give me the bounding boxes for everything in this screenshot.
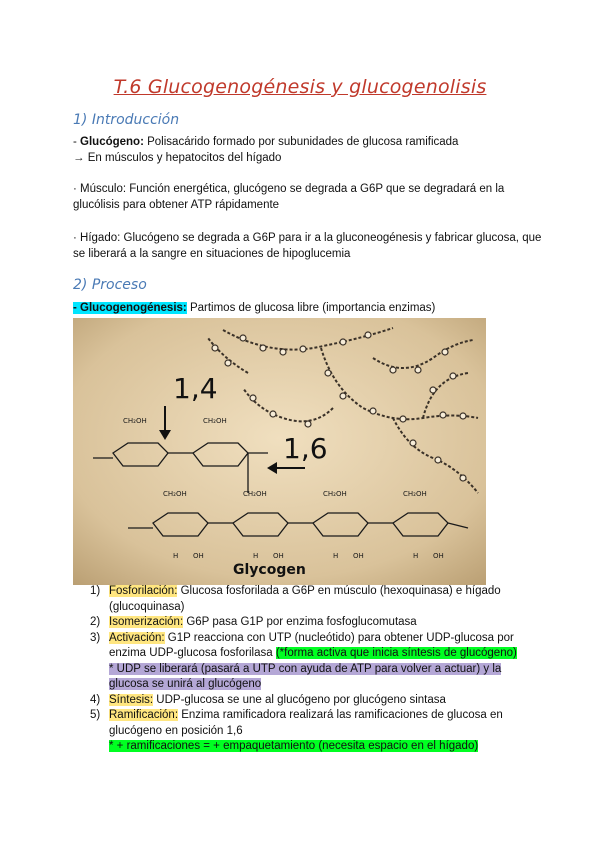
- svg-text:H: H: [333, 552, 339, 560]
- step-ramificacion: [90, 708, 525, 755]
- svg-text:OH: OH: [273, 552, 284, 560]
- glucogeno-definition: - Glucógeno: Polisacárido formado por subunidades de glucosa ramificada: [73, 136, 459, 148]
- step-term: Fosforilación:: [109, 585, 178, 597]
- svg-text:CH₂OH: CH₂OH: [403, 490, 427, 498]
- label-1-4: 1,4: [173, 372, 218, 405]
- step-term: Síntesis:: [109, 693, 154, 706]
- step-number: 2): [90, 616, 101, 628]
- step-note-green: (*forma activa que inicia síntesis de glucógeno): [275, 647, 517, 659]
- location-line: → En músculos y hepatocitos del hígado: [73, 152, 282, 164]
- step-text: UDP-glucosa se une al glucógeno por glucógeno sintasa: [153, 693, 446, 706]
- glucogeno-text: Polisacárido formado por subunidades de glucosa ramificada: [143, 136, 459, 148]
- step-number: 5): [90, 709, 101, 721]
- step-text: G1P reacciona con UTP (nucleótido) para obtener UDP-glucosa por enzima UDP-glucosa fosforilasa: [109, 631, 514, 659]
- glycogen-structure-image: [73, 318, 486, 585]
- process-steps-list: [90, 584, 525, 755]
- glucogeno-label: Glucógeno:: [80, 136, 144, 148]
- step-activacion: [90, 631, 525, 693]
- step-number: 4): [90, 693, 101, 706]
- step-text: Enzima ramificadora realizará las ramificaciones de glucosa en glucógeno en posición 1,6: [109, 709, 503, 737]
- page-title: T.6 Glucogenogénesis y glucogenolisis: [113, 76, 487, 98]
- step-term: Isomerización:: [109, 616, 184, 628]
- step-term: Ramificación:: [109, 709, 179, 721]
- svg-text:CH₂OH: CH₂OH: [163, 490, 187, 498]
- step-number: 1): [90, 585, 101, 597]
- svg-text:CH₂OH: CH₂OH: [243, 490, 267, 498]
- step-note-green: * + ramificaciones = + empaquetamiento (necesita espacio en el hígado): [109, 740, 479, 752]
- step-sintesis: [90, 693, 525, 709]
- svg-text:H: H: [413, 552, 419, 560]
- svg-text:OH: OH: [193, 552, 204, 560]
- svg-text:H: H: [253, 552, 259, 560]
- svg-text:H: H: [173, 552, 179, 560]
- label-1-6: 1,6: [283, 432, 328, 465]
- svg-text:CH₂OH: CH₂OH: [123, 417, 147, 425]
- section-heading-intro: 1) Introducción: [73, 112, 180, 128]
- musculo-paragraph: · Músculo: Función energética, glucógeno se degrada a G6P que se degradará en la glucólisis para obtener ATP rápidamente: [73, 183, 505, 211]
- step-note-purple: * UDP se liberará (pasará a UTP con ayuda de ATP para volver a actuar) y la glucosa se unirá al glucógeno: [109, 662, 502, 690]
- step-text: Glucosa fosforilada a G6P en músculo (hexoquinasa) e hígado (glucoquinasa): [109, 585, 501, 613]
- step-number: 3): [90, 631, 101, 644]
- glucogenogenesis-line: [73, 300, 543, 316]
- step-text: G6P pasa G1P por enzima fosfoglucomutasa: [183, 616, 417, 628]
- svg-text:CH₂OH: CH₂OH: [323, 490, 347, 498]
- glucogenogenesis-text: Partimos de glucosa libre (importancia enzimas): [186, 302, 436, 314]
- figure-caption: Glycogen: [233, 562, 306, 578]
- svg-text:CH₂OH: CH₂OH: [203, 417, 227, 425]
- svg-text:OH: OH: [433, 552, 444, 560]
- svg-text:OH: OH: [353, 552, 364, 560]
- step-fosforilacion: [90, 584, 525, 615]
- step-isomerizacion: [90, 615, 525, 631]
- higado-paragraph: · Hígado: Glucógeno se degrada a G6P para ir a la gluconeogénesis y fabricar glucosa, que se liberará a la sangre en situaciones de hipoglucemia: [73, 232, 542, 260]
- glucogenogenesis-label: - Glucogenogénesis:: [73, 302, 187, 314]
- section-heading-proceso: 2) Proceso: [73, 277, 147, 293]
- step-term: Activación:: [109, 631, 165, 644]
- figure-background: [73, 318, 486, 585]
